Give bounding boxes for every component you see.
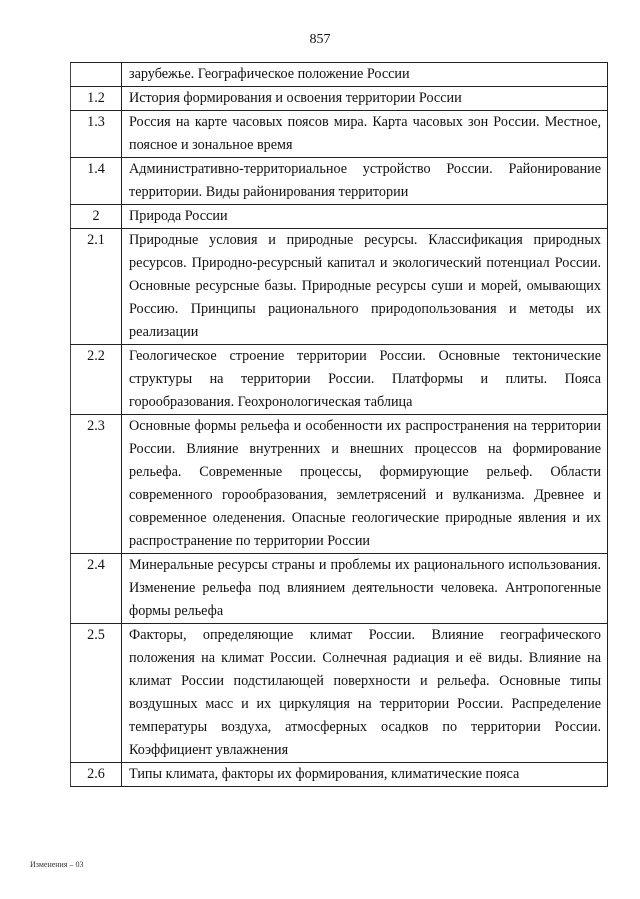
- row-text: Россия на карте часовых поясов мира. Карта часовых зон России. Местное, поясное и зональное время: [122, 111, 608, 158]
- row-text: Геологическое строение территории России. Основные тектонические структуры на территории России. Платформы и плиты. Пояса горообразования. Геохронологическая таблица: [122, 345, 608, 415]
- row-number: 2: [71, 205, 122, 229]
- row-number: 2.5: [71, 624, 122, 763]
- row-number: 2.1: [71, 229, 122, 345]
- table-row: [71, 111, 608, 158]
- row-number: [71, 63, 122, 87]
- table-row: [71, 205, 608, 229]
- row-text: Административно-территориальное устройство России. Районирование территории. Виды районирования территории: [122, 158, 608, 205]
- page-number: 857: [309, 32, 331, 47]
- row-text: Природные условия и природные ресурсы. Классификация природных ресурсов. Природно-ресурсный капитал и экологический потенциал России. Основные ресурсные базы. Природные ресурсы суши и морей, омывающих Россию. Принципы рационального природопользования и методы их реализации: [122, 229, 608, 345]
- row-number: 2.2: [71, 345, 122, 415]
- row-text: Типы климата, факторы их формирования, климатические пояса: [122, 763, 608, 787]
- table-row: [71, 229, 608, 345]
- row-number: 1.3: [71, 111, 122, 158]
- table-row: [71, 87, 608, 111]
- row-number: 2.4: [71, 554, 122, 624]
- table-row: [71, 158, 608, 205]
- row-text: Минеральные ресурсы страны и проблемы их рационального использования. Изменение рельефа под влиянием деятельности человека. Антропогенные формы рельефа: [122, 554, 608, 624]
- row-number: 1.2: [71, 87, 122, 111]
- table-row: [71, 763, 608, 787]
- row-text: зарубежье. Географическое положение России: [122, 63, 608, 87]
- row-text: История формирования и освоения территории России: [122, 87, 608, 111]
- row-number: 2.6: [71, 763, 122, 787]
- row-text: Основные формы рельефа и особенности их распространения на территории России. Влияние внутренних и внешних процессов на формирование рельефа. Современные процессы, формирующие рельеф. Области современного горообразования, землетрясений и вулканизма. Древнее и современное оледенения. Опасные геологические природные явления и их распространение по территории России: [122, 415, 608, 554]
- row-number: 2.3: [71, 415, 122, 554]
- table-row: [71, 554, 608, 624]
- table-row: [71, 624, 608, 763]
- curriculum-table: [70, 62, 608, 787]
- table-row: [71, 63, 608, 87]
- row-number: 1.4: [71, 158, 122, 205]
- table-row: [71, 415, 608, 554]
- footer-revision: Изменения – 03: [30, 860, 84, 869]
- row-text: Природа России: [122, 205, 608, 229]
- row-text: Факторы, определяющие климат России. Влияние географического положения на климат России. Солнечная радиация и её виды. Влияние на климат России подстилающей поверхности и рельефа. Основные типы воздушных масс и их циркуляция на территории России. Распределение температуры воздуха, атмосферных осадков по территории России. Коэффициент увлажнения: [122, 624, 608, 763]
- table-row: [71, 345, 608, 415]
